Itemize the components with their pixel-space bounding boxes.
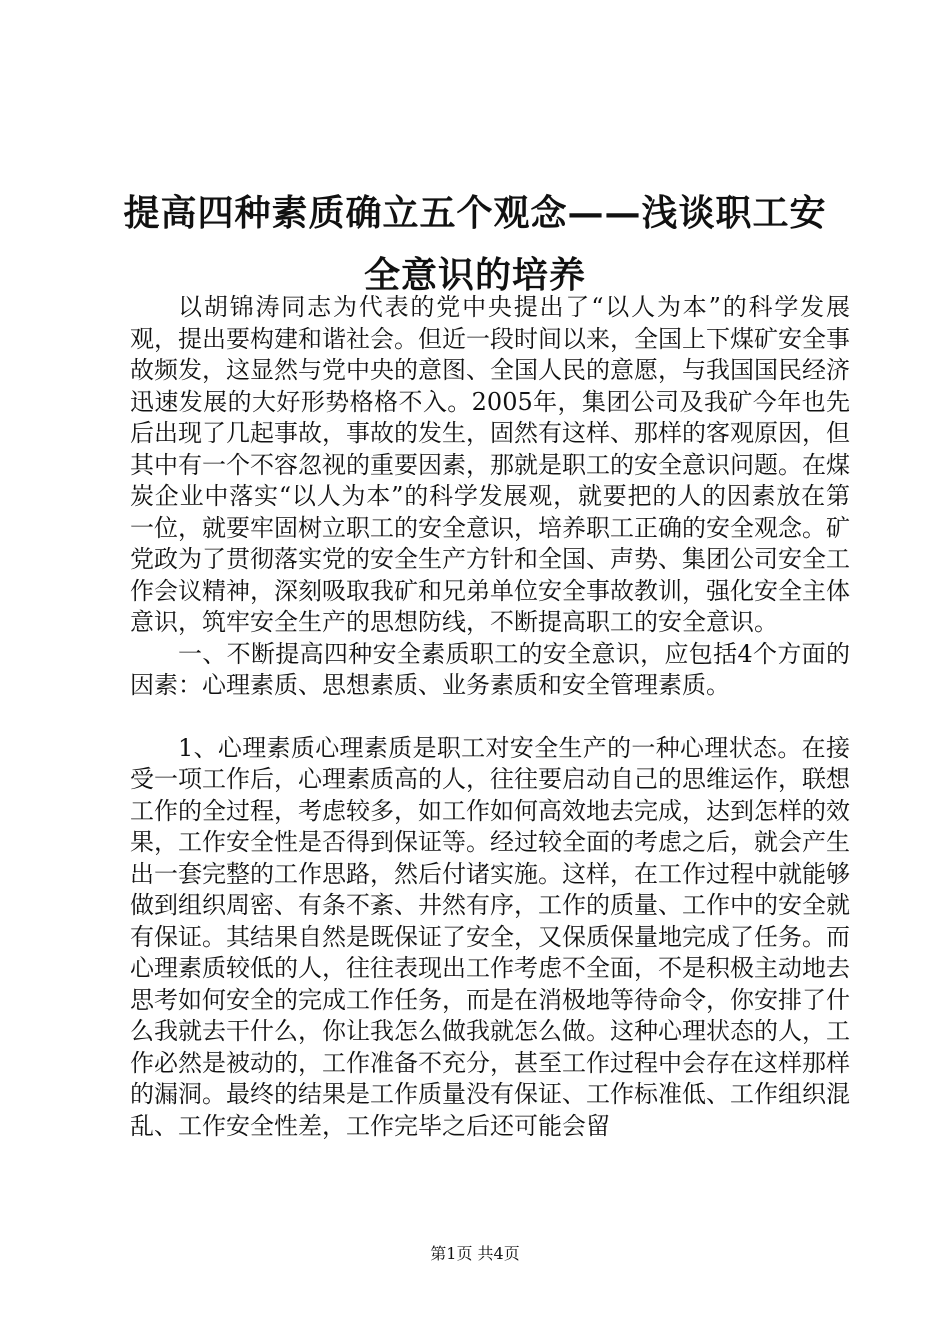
paragraph-psychological-quality: 1、心理素质心理素质是职工对安全生产的一种心理状态。在接受一项工作后，心理素质高的人，往往要启动自己的思维运作，联想工作的全过程，考虑较多，如工作如何高效地去完成，达到怎样的效果，工作安全性是否得到保证等。经过较全面的考虑之后，就会产生出一套完整的工作思路，然后付诸实施。这样，在工作过程中就能够做到组织周密、有条不紊、井然有序，工作的质量、工作中的安全就有保证。其结果自然是既保证了安全，又保质保量地完成了任务。而心理素质较低的人，往往表现出工作考虑不全面，不是积极主动地去思考如何安全的完成工作任务，而是在消极地等待命令，你安排了什么我就去干什么，你让我怎么做我就怎么做。这种心理状态的人，工作必然是被动的，工作准备不充分，甚至工作过程中会存在这样那样的漏洞。最终的结果是工作质量没有保证、工作标准低、工作组织混乱、工作安全性差，工作完毕之后还可能会留 — [130, 733, 850, 1140]
document-body — [130, 292, 850, 1142]
document-title: 提高四种素质确立五个观念——浅谈职工安全意识的培养 — [123, 192, 827, 296]
paragraph-intro: 以胡锦涛同志为代表的党中央提出了“以人为本”的科学发展观，提出要构建和谐社会。但近一段时间以来，全国上下煤矿安全事故频发，这显然与党中央的意图、全国人民的意愿，与我国国民经济迅速发展的大好形势格格不入。2005年，集团公司及我矿今年也先后出现了几起事故，事故的发生，固然有这样、那样的客观原因，但其中有一个不容忽视的重要因素，那就是职工的安全意识问题。在煤炭企业中落实“以人为本”的科学发展观，就要把的人的因素放在第一位，就要牢固树立职工的安全意识，培养职工正确的安全观念。矿党政为了贯彻落实党的安全生产方针和全国、声势、集团公司安全工作会议精神，深刻吸取我矿和兄弟单位安全事故教训，强化安全主体意识，筑牢安全生产的思想防线，不断提高职工的安全意识。 — [130, 293, 850, 636]
paragraph-section-one: 一、不断提高四种安全素质职工的安全意识，应包括4个方面的因素：心理素质、思想素质、业务素质和安全管理素质。 — [130, 639, 850, 699]
page-number-footer: 第1页 共4页 — [430, 1244, 520, 1263]
